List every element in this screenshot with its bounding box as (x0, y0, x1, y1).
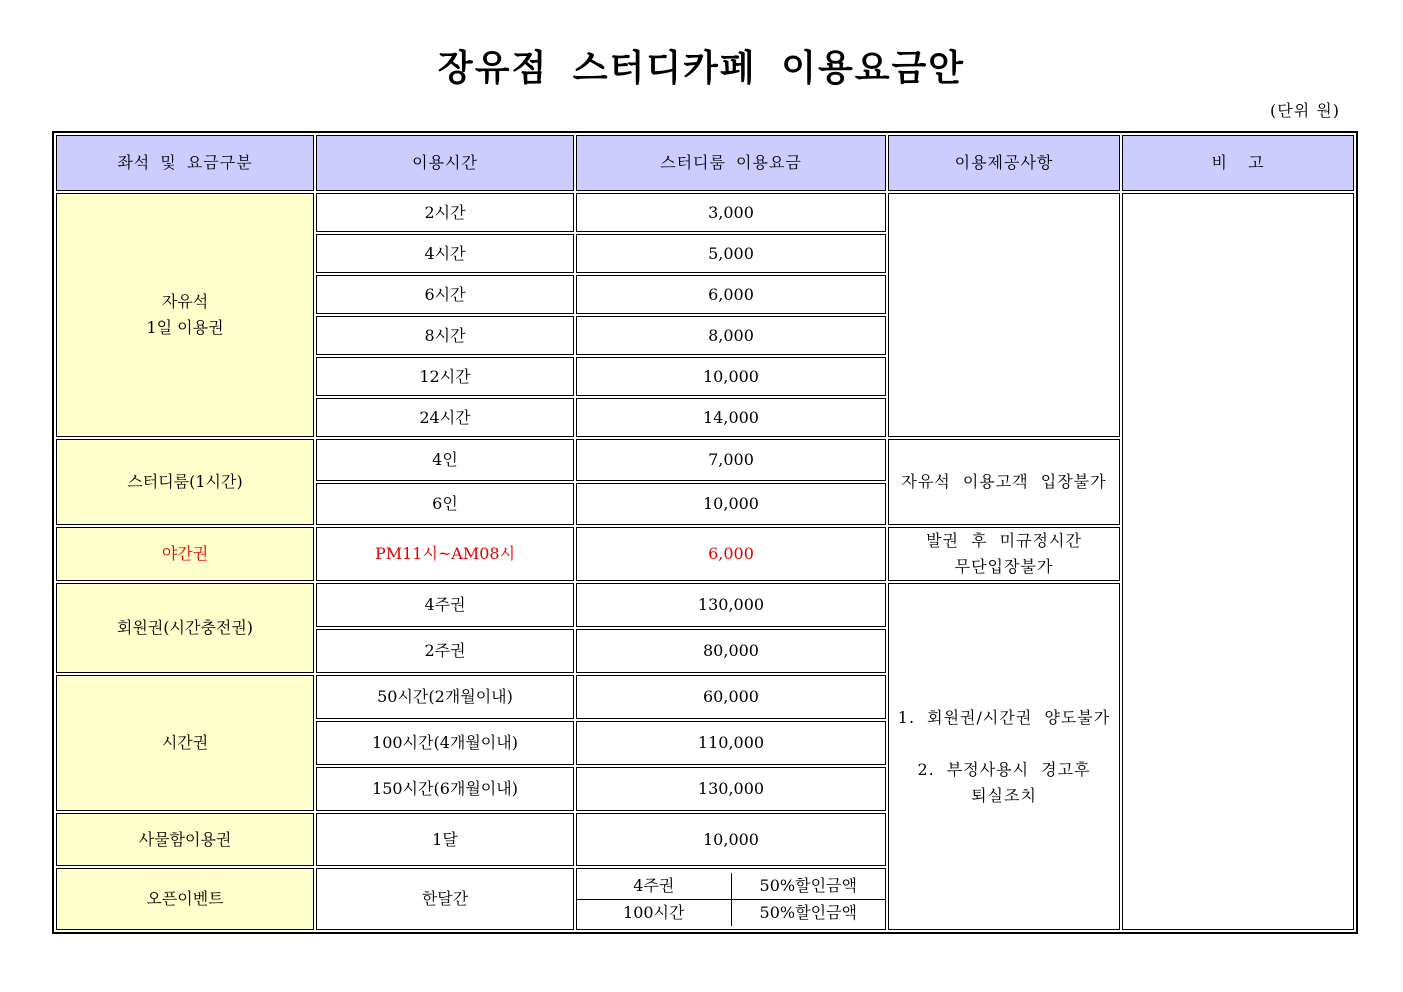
fee-cell: 3,000 (576, 193, 886, 232)
time-cell: 6인 (316, 483, 574, 525)
fee-cell: 10,000 (576, 813, 886, 866)
category-free-seat (56, 193, 314, 437)
time-cell: 한달간 (316, 868, 574, 930)
time-cell: 2시간 (316, 193, 574, 232)
spacer (889, 731, 1119, 757)
time-cell: 2주권 (316, 629, 574, 673)
fee-cell: 7,000 (576, 439, 886, 481)
fee-cell: 5,000 (576, 234, 886, 273)
time-cell: 4시간 (316, 234, 574, 273)
pass-note-line: 퇴실조치 (971, 785, 1037, 805)
fee-cell: 14,000 (576, 398, 886, 437)
provided-cell-empty (888, 193, 1120, 437)
fee-cell: 8,000 (576, 316, 886, 355)
header-remarks: 비 고 (1122, 135, 1354, 191)
category-label: 1일 이용권 (146, 318, 224, 337)
time-cell: 100시간(4개월이내) (316, 721, 574, 765)
discount-subtable (577, 873, 885, 926)
remarks-cell-empty (1122, 193, 1354, 930)
study-room-note: 자유석 이용고객 입장불가 (888, 439, 1120, 525)
time-cell: 4인 (316, 439, 574, 481)
header-duration: 이용시간 (316, 135, 574, 191)
table-row (56, 193, 1354, 232)
fee-table (52, 131, 1358, 934)
pass-note-line: 2. 부정사용시 경고후 (917, 759, 1091, 779)
fee-cell: 60,000 (576, 675, 886, 719)
fee-cell: 10,000 (576, 357, 886, 396)
fee-cell: 6,000 (576, 275, 886, 314)
discount-value: 50%할인금액 (759, 875, 857, 895)
header-row (56, 135, 1354, 191)
night-note-line: 무단입장불가 (954, 557, 1054, 576)
fee-cell: 10,000 (576, 483, 886, 525)
category-open-event: 오픈이벤트 (56, 868, 314, 930)
night-note (888, 527, 1120, 581)
header-category: 좌석 및 요금구분 (56, 135, 314, 191)
open-event-discounts (576, 868, 886, 930)
discount-item: 100시간 (577, 899, 731, 926)
discount-row (577, 873, 885, 900)
time-cell: 50시간(2개월이내) (316, 675, 574, 719)
discount-row (577, 899, 885, 926)
discount-value: 50%할인금액 (731, 899, 885, 926)
fee-cell: 130,000 (576, 583, 886, 627)
fee-cell: 130,000 (576, 767, 886, 811)
time-cell: 1달 (316, 813, 574, 866)
fee-cell: 6,000 (576, 527, 886, 581)
time-cell: 24시간 (316, 398, 574, 437)
time-cell: PM11시~AM08시 (316, 527, 574, 581)
header-fee: 스터디룸 이용요금 (576, 135, 886, 191)
category-time-pass: 시간권 (56, 675, 314, 811)
category-member: 회원권(시간충전권) (56, 583, 314, 673)
time-cell: 12시간 (316, 357, 574, 396)
fee-cell: 110,000 (576, 721, 886, 765)
time-cell: 8시간 (316, 316, 574, 355)
pass-note-line: 1. 회원권/시간권 양도불가 (897, 707, 1111, 727)
time-cell: 6시간 (316, 275, 574, 314)
category-study-room: 스터디룸(1시간) (56, 439, 314, 525)
discount-item: 4주권 (577, 873, 731, 900)
category-night: 야간권 (56, 527, 314, 581)
page-title: 장유점 스터디카페 이용요금안 (437, 48, 966, 89)
time-cell: 150시간(6개월이내) (316, 767, 574, 811)
unit-label: (단위 원) (1270, 101, 1340, 120)
night-note-line: 발권 후 미규정시간 (926, 531, 1082, 550)
time-cell: 4주권 (316, 583, 574, 627)
header-provided: 이용제공사항 (888, 135, 1120, 191)
fee-cell: 80,000 (576, 629, 886, 673)
category-label: 자유석 (161, 292, 209, 311)
category-locker: 사물함이용권 (56, 813, 314, 866)
pass-notes (888, 583, 1120, 930)
